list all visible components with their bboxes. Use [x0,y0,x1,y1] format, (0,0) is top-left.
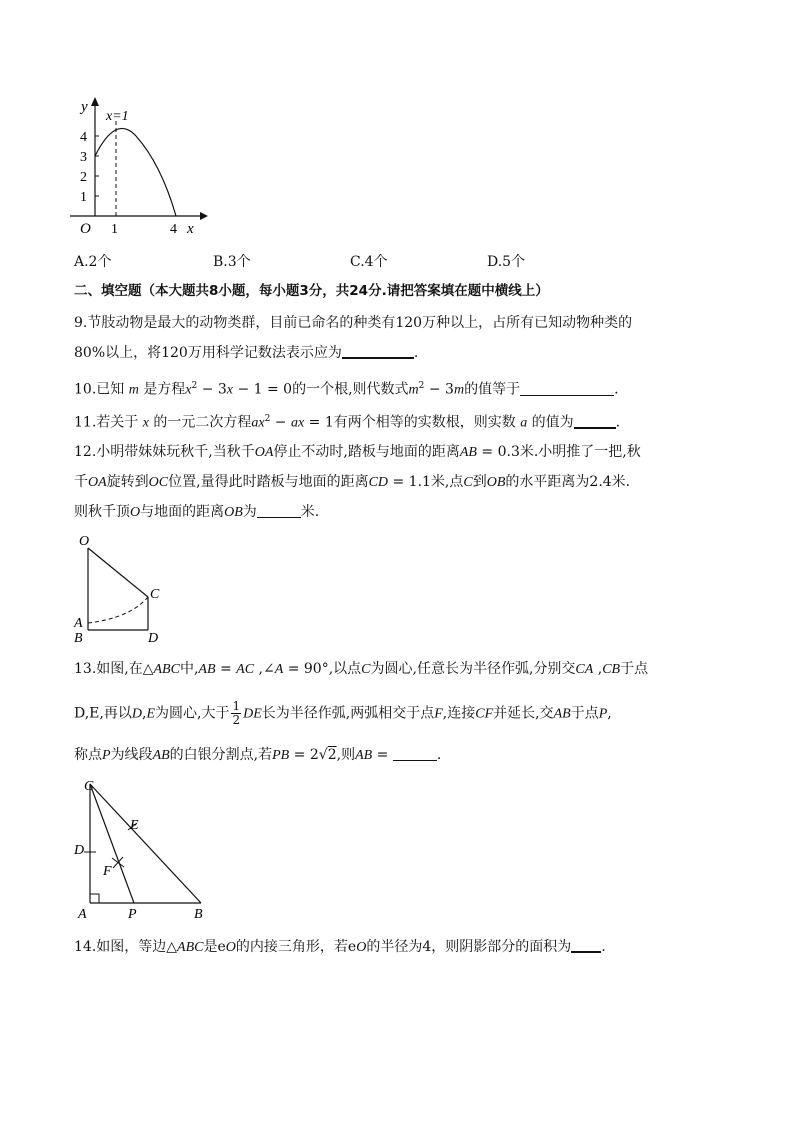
q11: 11.若关于 x 的一元二次方程$ax^2$ − ax = 1有两个相等的实数根，则实数 a 的值为 . [74,414,621,431]
option-a: A.2个 [74,254,112,270]
svg-text:2: 2 [80,170,87,185]
svg-text:C: C [150,587,160,602]
svg-text:E: E [130,818,139,833]
svg-text:O: O [80,221,91,237]
svg-text:4: 4 [170,222,177,237]
q13-line1: 13.如图,在△ABC中,AB = AC ,∠A = 90°,以点C为圆心,任意长为半径作弧,分别交CA ,CB于点 [74,661,649,677]
answer-blank [342,343,414,359]
answer-blank [393,746,437,761]
option-c: C.4个 [350,254,388,270]
triangle-figure [70,772,216,922]
q12-line2: 千OA旋转到OC位置,量得此时踏板与地面的距离CD = 1.1米,点C到OB的水平距离为2.4米. [74,474,631,490]
svg-text:1: 1 [111,222,118,237]
line-label: x=1 [106,109,129,124]
svg-text:3: 3 [80,150,87,165]
y-label: y [81,99,88,115]
svg-text:F: F [103,864,112,879]
q9-line1: 9.节肢动物是最大的动物类群，目前已命名的种类有120万种以上，占所有已知动物种类的 [74,315,633,331]
q9-line2: 80%以上，将120万用科学记数法表示应为 . [74,345,419,361]
svg-text:D: D [148,631,159,646]
q14: 14.如图，等边△ABC是eO的内接三角形，若eO的半径为4，则阴影部分的面积为 . [74,939,606,955]
q13-line3: 称点P为线段AB的白银分割点,若PB = 2√2,则AB = . [74,747,442,763]
svg-text:P: P [128,907,137,922]
option-d: D.5个 [487,254,526,270]
section-heading: 二、填空题（本大题共8小题，每小题3分，共24分.请把答案填在题中横线上） [74,283,549,299]
svg-text:1: 1 [80,190,87,205]
svg-text:x: x [187,221,194,237]
svg-text:4: 4 [80,130,87,145]
swing-figure [68,530,168,648]
parabola-curve [95,128,176,216]
x-axis-arrow [200,212,208,220]
svg-text:A: A [74,616,83,631]
svg-text:D: D [74,843,85,858]
answer-blank [571,937,601,953]
svg-text:B: B [194,907,203,922]
q12-line3: 则秋千顶O与地面的距离OB为 米. [74,504,320,520]
svg-text:B: B [74,631,83,646]
answer-blank [257,503,301,518]
q12-line1: 12.小明带妹妹玩秋千,当秋千OA停止不动时,踏板与地面的距离AB = 0.3米.小明推了一把,秋 [74,444,641,460]
answer-blank [574,413,616,429]
answer-blank [520,381,614,396]
svg-text:O: O [79,534,90,549]
svg-text:A: A [78,907,87,922]
q10: 10.已知 m 是方程$x^2 - 3x - 1 = 0$的一个根,则代数式$m^2 - 3m$的值等于 . [74,381,619,398]
option-b: B.3个 [213,254,251,270]
y-axis-arrow [91,97,99,106]
svg-text:C: C [84,779,94,794]
q13-line2: D,E,再以D,E为圆心,大于 $\frac{1}{2}$ DE长为半径作弧,两弧相交于点F,连接CF并延长,交AB于点P, [74,699,612,727]
parabola-graph [66,94,216,240]
